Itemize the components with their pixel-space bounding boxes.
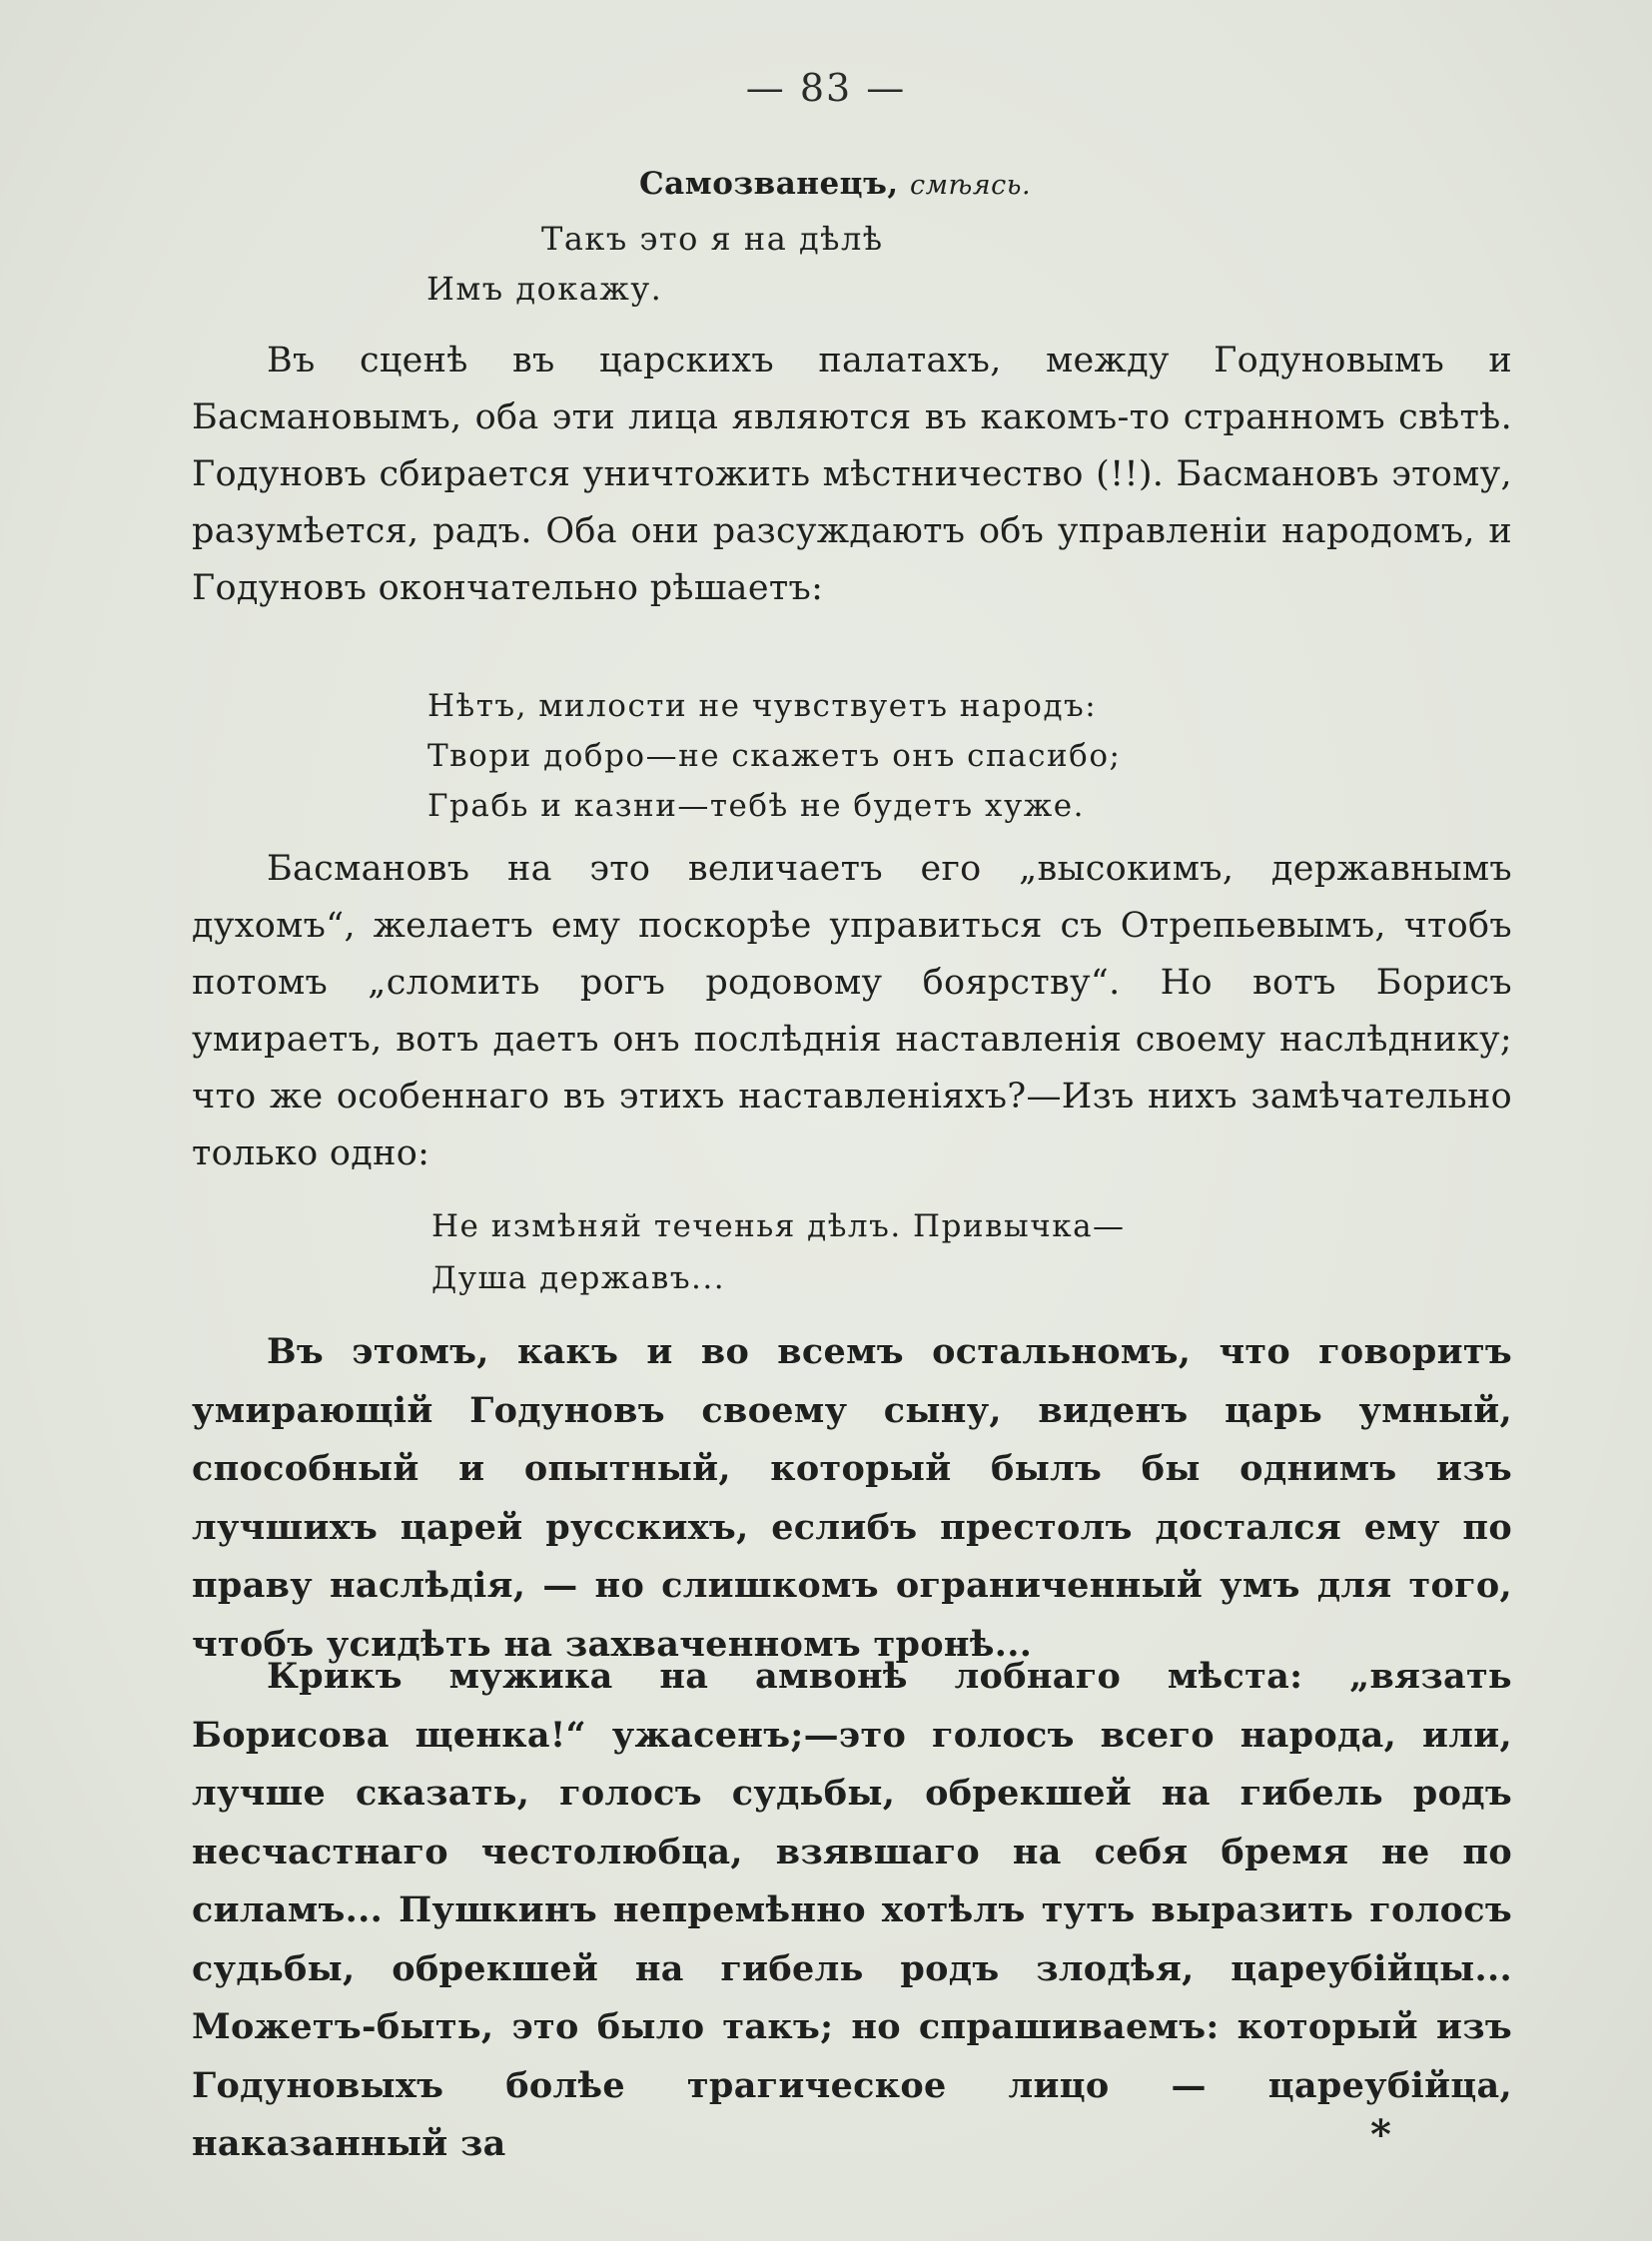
page-number: — 83 — <box>745 66 907 110</box>
dialogue-line-1: Такъ это я на дѣлѣ <box>541 220 884 258</box>
paragraph-4 <box>192 1648 1512 2174</box>
paragraph-3-text: Въ этомъ, какъ и во всемъ остальномъ, что говоритъ умирающій Годуновъ своему сыну, виденъ царь умный, способный и опытный, который былъ бы однимъ изъ лучшихъ царей русскихъ, еслибъ престолъ достался ему по праву наслѣдія, — но слишкомъ ограниченный умъ для того, чтобъ усидѣть на захваченномъ тронѣ... <box>192 1331 1512 1665</box>
paragraph-4-text: Крикъ мужика на амвонѣ лобнаго мѣста: „вязать Борисова щенка!“ ужасенъ;—это голосъ всего народа, или, лучше сказать, голосъ судьбы, обрекшей на гибель родъ несчастнаго честолюбца, взявшаго на себя бремя не по силамъ... Пушкинъ непремѣнно хотѣлъ тутъ выразить голосъ судьбы, обрекшей на гибель родъ злодѣя, цареубійцы... Можетъ-быть, это было такъ; но спрашиваемъ: который изъ Годуновыхъ болѣе трагическое лицо — цареубійца, наказанный за <box>192 1656 1512 2164</box>
quote-1 <box>427 681 1121 831</box>
quote-1-line-1: Нѣтъ, милости не чувствуетъ народъ: <box>427 688 1098 724</box>
quote-2-line-1: Не измѣняй теченья дѣлъ. Привычка— <box>431 1208 1126 1244</box>
paragraph-2 <box>192 841 1512 1182</box>
paragraph-1 <box>192 333 1512 617</box>
stage-direction: смѣясь. <box>909 170 1032 201</box>
quote-1-line-2: Твори добро—не скажетъ онъ спасибо; <box>427 738 1122 774</box>
quote-1-line-3: Грабь и казни—тебѣ не будетъ хуже. <box>427 788 1085 824</box>
paragraph-3 <box>192 1323 1512 1674</box>
paragraph-2-text: Басмановъ на это величаетъ его „высокимъ, державнымъ духомъ“, желаетъ ему поскорѣе управиться съ Отрепьевымъ, чтобъ потомъ „сломить рогъ родовому боярству“. Но вотъ Борисъ умираетъ, вотъ даетъ онъ послѣднія наставленія своему наслѣднику; что же особеннаго въ этихъ наставленіяхъ?—Изъ нихъ замѣчательно только одно: <box>192 849 1512 1173</box>
speaker-line <box>639 166 1031 202</box>
dialogue-line-2: Имъ докажу. <box>426 270 663 308</box>
signature-mark: * <box>1370 2111 1391 2158</box>
paragraph-1-text: Въ сценѣ въ царскихъ палатахъ, между Годуновымъ и Басмановымъ, оба эти лица являются въ какомъ-то странномъ свѣтѣ. Годуновъ сбирается уничтожить мѣстничество (!!). Басмановъ этому, разумѣется, радъ. Оба они разсуждаютъ объ управленіи народомъ, и Годуновъ окончательно рѣшаетъ: <box>192 341 1512 608</box>
quote-2-line-2: Душа державъ... <box>431 1260 726 1296</box>
quote-2 <box>431 1200 1126 1304</box>
speaker-name: Самозванецъ, <box>639 166 899 202</box>
